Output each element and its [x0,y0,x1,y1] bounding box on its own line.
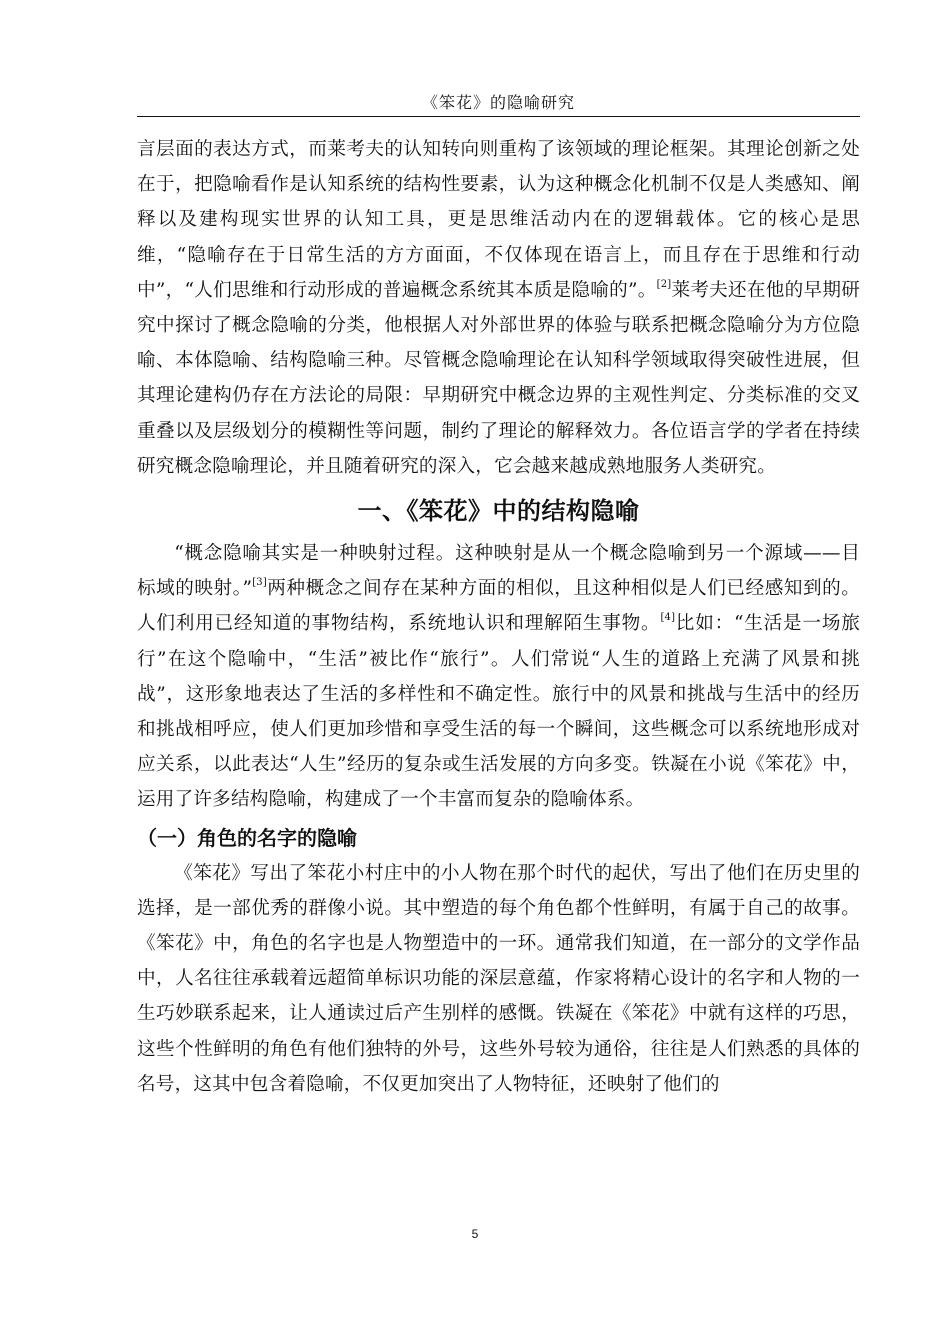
paragraph-text: 莱考夫还在他的早期研究中探讨了概念隐喻的分类，他根据人对外部世界的体验与联系把概念隐喻分为方位隐喻、本体隐喻、结构隐喻三种。尽管概念隐喻理论在认知科学领域取得突破性进展，但其理论建构仍存在方法论的局限：早期研究中概念边界的主观性判定、分类标准的交叉重叠以及层级划分的模糊性等问题，制约了理论的解释效力。各位语言学的学者在持续研究概念隐喻理论，并且随着研究的深入，它会越来越成熟地服务人类研究。 [137,279,860,477]
subsection-heading: （一）角色的名字的隐喻 [137,825,357,850]
header-rule [137,116,860,117]
paragraph-text: “概念隐喻其实是一种映射过程。这种映射是从一个概念隐喻到另一个源域——目标域的映射。” [137,543,860,600]
paragraph-text: 言层面的表达方式，而莱考夫的认知转向则重构了该领域的理论框架。其理论创新之处在于，把隐喻看作是认知系统的结构性要素，认为这种概念化机制不仅是人类感知、阐释以及建构现实世界的认知工具，更是思维活动内在的逻辑载体。它的核心是思维，“隐喻存在于日常生活的方方面面，不仅体现在语言上，而且存在于思维和行动中”，“人们思维和行动形成的普遍概念系统其本质是隐喻的”。 [137,139,860,301]
paragraph-mapping [137,536,860,818]
paragraph-cognitive-theory [137,132,860,484]
citation-ref: [2] [656,278,672,290]
page-number: 5 [471,1227,479,1241]
paragraph-text: 《笨花》写出了笨花小村庄中的小人物在那个时代的起伏，写出了他们在历史里的选择，是一部优秀的群像小说。其中塑造的每个角色都个性鲜明，有属于自己的故事。《笨花》中，角色的名字也是人物塑造中的一环。通常我们知道，在一部分的文学作品中，人名往往承载着远超简单标识功能的深层意蕴，作家将精心设计的名字和人物的一生巧妙联系起来，让人通读过后产生别样的感慨。铁凝在《笨花》中就有这样的巧思，这些个性鲜明的角色有他们独特的外号，这些外号较为通俗，往往是人们熟悉的具体的名号，这其中包含着隐喻，不仅更加突出了人物特征，还映射了他们的 [137,862,860,1095]
section-heading: 一、《笨花》中的结构隐喻 [357,497,640,526]
paragraph-text: 比如：“生活是一场旅行”在这个隐喻中，“生活”被比作“旅行”。人们常说“人生的道路上充满了风景和挑战”，这形象地表达了生活的多样性和不确定性。旅行中的风景和挑战与生活中的经历和挑战相呼应，使人们更加珍惜和享受生活的每一个瞬间，这些概念可以系统地形成对应关系，以此表达“人生”经历的复杂或生活发展的方向多变。铁凝在小说《笨花》中，运用了许多结构隐喻，构建成了一个丰富而复杂的隐喻体系。 [137,613,860,811]
citation-ref: [3] [252,577,267,589]
running-header-title: 《笨花》的隐喻研究 [421,93,575,112]
paragraph-text: 两种概念之间存在某种方面的相似，且这种相似是人们已经感知到的。人们利用已经知道的事物结构，系统地认识和理解陌生事物。 [137,578,861,635]
body-text [137,132,860,1102]
citation-ref: [4] [660,612,676,624]
paragraph-character-names [137,856,860,1102]
